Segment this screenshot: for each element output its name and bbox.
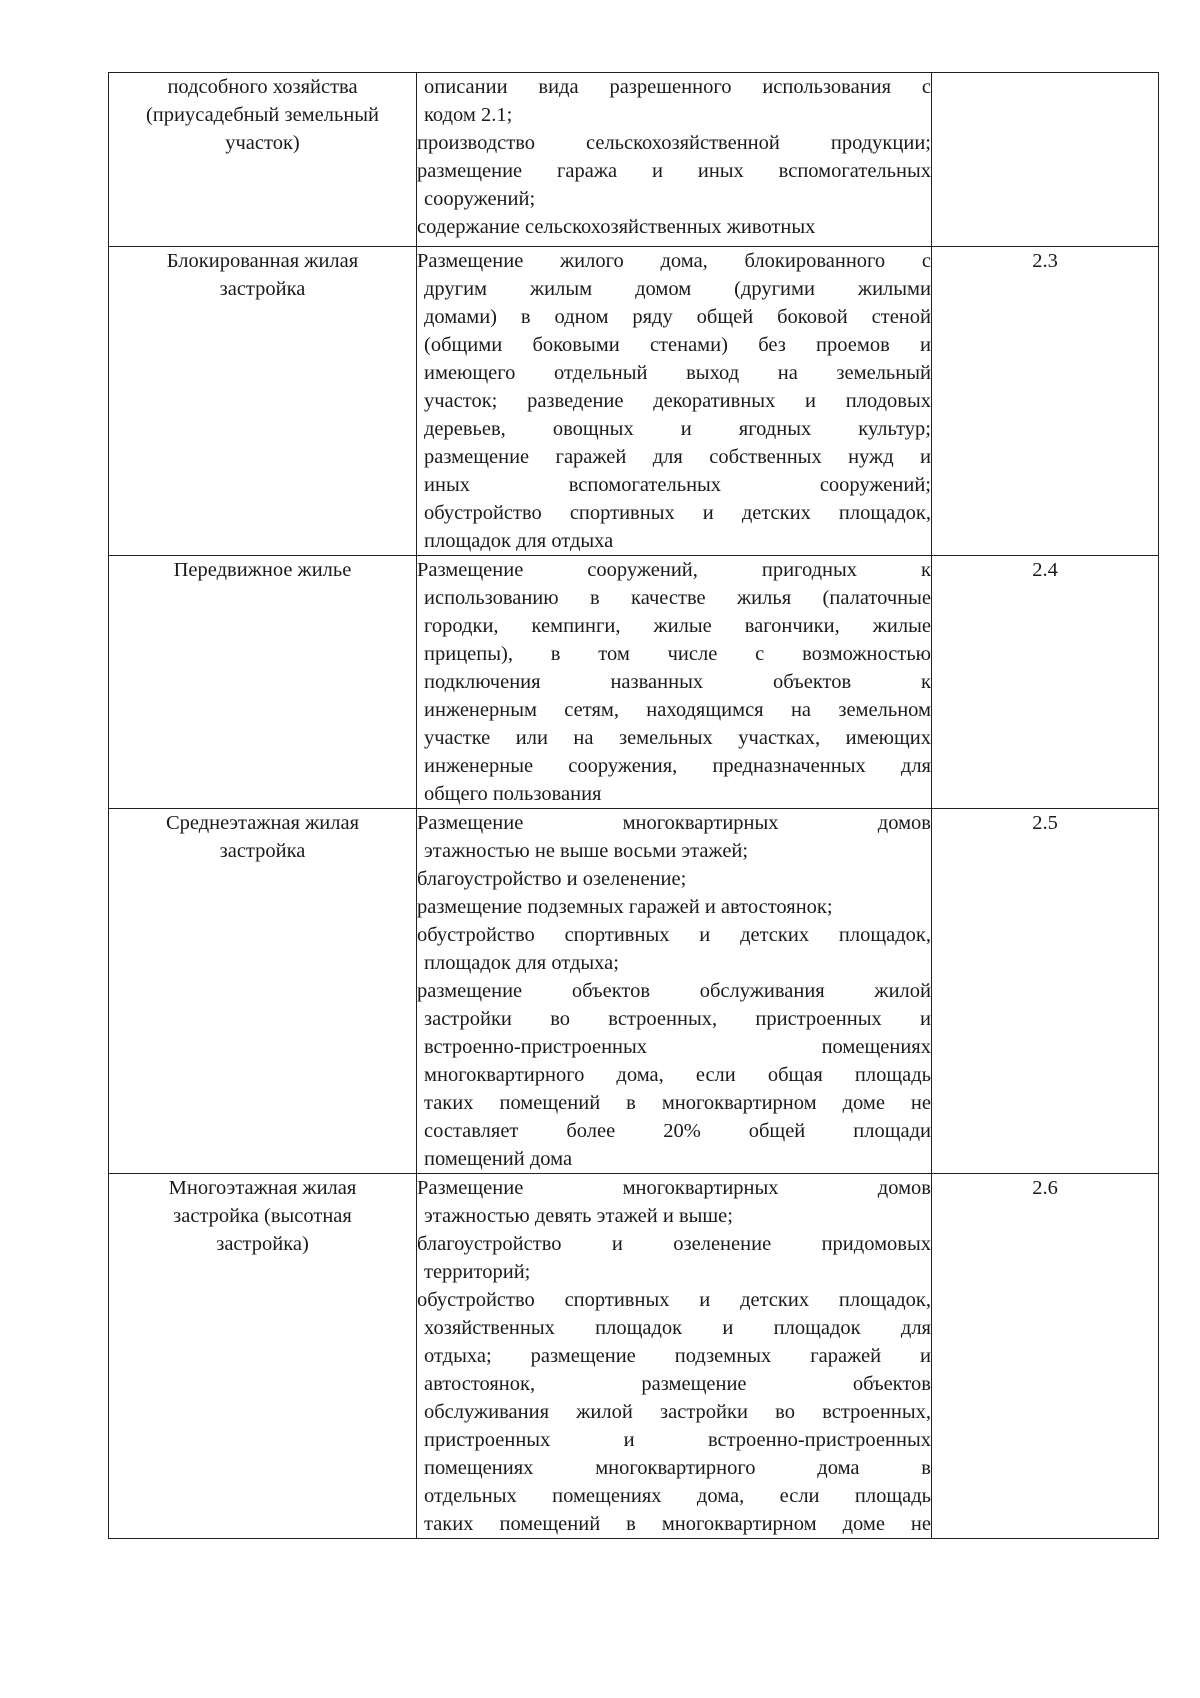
use-type-description-cell — [417, 809, 932, 1174]
description-line: размещение объектов обслуживания жилой — [417, 980, 931, 1002]
table-body — [109, 73, 1159, 1539]
description-line: размещение гаража и иных вспомогательных — [417, 160, 931, 182]
description-line: содержание сельскохозяйственных животных — [417, 216, 816, 238]
use-type-name-line: Среднеэтажная жилая — [165, 812, 360, 834]
use-type-name-line: застройка — [219, 278, 306, 300]
description-line: использованию в качестве жилья (палаточные — [424, 587, 931, 609]
use-type-name-cell — [109, 1174, 417, 1539]
description-line: обслуживания жилой застройки во встроенных, — [424, 1401, 931, 1423]
description-line: площадок для отдыха — [424, 530, 614, 552]
use-type-code-cell — [932, 556, 1159, 809]
description-line: благоустройство и озеленение придомовых — [417, 1233, 931, 1255]
description-line: иных вспомогательных сооружений; — [424, 474, 931, 496]
description-line: автостоянок, размещение объектов — [424, 1373, 931, 1395]
description-line: деревьев, овощных и ягодных культур; — [424, 418, 931, 440]
table-row — [109, 809, 1159, 1174]
description-line: встроенно-пристроенных помещениях — [424, 1036, 931, 1058]
use-type-name-line: застройка — [219, 840, 306, 862]
description-line: общего пользования — [424, 783, 602, 805]
use-type-code: 2.6 — [1032, 1177, 1058, 1199]
use-type-name-cell — [109, 247, 417, 556]
description-line: многоквартирного дома, если общая площадь — [424, 1064, 931, 1086]
use-type-name-line: застройка) — [216, 1233, 309, 1255]
description-line: инженерные сооружения, предназначенных для — [424, 755, 931, 777]
description-line: домами) в одном ряду общей боковой стеной — [424, 306, 931, 328]
description-line: помещений дома — [424, 1148, 573, 1170]
description-line: таких помещений в многоквартирном доме не — [424, 1092, 931, 1114]
description-line: описании вида разрешенного использования с — [424, 76, 931, 98]
description-line: таких помещений в многоквартирном доме не — [424, 1513, 931, 1535]
description-line: производство сельскохозяйственной продукции; — [417, 132, 931, 154]
description-line: этажностью не выше восьми этажей; — [424, 840, 749, 862]
description-line: благоустройство и озеленение; — [417, 868, 687, 890]
description-line: площадок для отдыха; — [424, 952, 619, 974]
description-line: пристроенных и встроенно-пристроенных — [424, 1429, 931, 1451]
description-line: помещениях многоквартирного дома в — [424, 1457, 931, 1479]
description-line: (общими боковыми стенами) без проемов и — [424, 334, 931, 356]
description-line: Размещение многоквартирных домов — [417, 812, 931, 834]
use-type-code: 2.3 — [1032, 250, 1058, 272]
description-line: обустройство спортивных и детских площадок, — [417, 924, 931, 946]
land-use-table — [108, 72, 1159, 1539]
use-type-code: 2.4 — [1032, 559, 1058, 581]
use-type-description-cell — [417, 556, 932, 809]
description-line: городки, кемпинги, жилые вагончики, жилые — [424, 615, 931, 637]
description-line: участок; разведение декоративных и плодовых — [424, 390, 931, 412]
description-line: кодом 2.1; — [424, 104, 513, 126]
description-line: Размещение сооружений, пригодных к — [417, 559, 931, 581]
description-line: размещение гаражей для собственных нужд и — [424, 446, 931, 468]
description-line: застройки во встроенных, пристроенных и — [424, 1008, 931, 1030]
description-line: другим жилым домом (другими жилыми — [424, 278, 931, 300]
description-line: имеющего отдельный выход на земельный — [424, 362, 931, 384]
description-line: территорий; — [424, 1261, 531, 1283]
table-row — [109, 247, 1159, 556]
use-type-code: 2.5 — [1032, 812, 1058, 834]
description-line: инженерным сетям, находящимся на земельном — [424, 699, 931, 721]
description-line: Размещение многоквартирных домов — [417, 1177, 931, 1199]
use-type-name-cell — [109, 73, 417, 247]
use-type-name-line: участок) — [225, 132, 300, 154]
use-type-name-line: подсобного хозяйства — [167, 76, 358, 98]
table-row — [109, 1174, 1159, 1539]
table-row — [109, 73, 1159, 247]
use-type-code-cell — [932, 247, 1159, 556]
use-type-name-cell — [109, 556, 417, 809]
use-type-code-cell — [932, 1174, 1159, 1539]
description-line: составляет более 20% общей площади — [424, 1120, 931, 1142]
description-line: прицепы), в том числе с возможностью — [424, 643, 931, 665]
description-line: обустройство спортивных и детских площадок, — [424, 502, 931, 524]
use-type-code-cell — [932, 73, 1159, 247]
description-line: хозяйственных площадок и площадок для — [424, 1317, 931, 1339]
description-line: сооружений; — [424, 188, 536, 210]
use-type-description-cell — [417, 1174, 932, 1539]
use-type-name-line: Многоэтажная жилая — [168, 1177, 357, 1199]
use-type-name-line: Передвижное жилье — [173, 559, 352, 581]
description-line: отдыха; размещение подземных гаражей и — [424, 1345, 931, 1367]
use-type-code-cell — [932, 809, 1159, 1174]
description-line: размещение подземных гаражей и автостоянок; — [417, 896, 833, 918]
description-line: обустройство спортивных и детских площадок, — [417, 1289, 931, 1311]
use-type-name-line: застройка (высотная — [173, 1205, 352, 1227]
use-type-description-cell — [417, 247, 932, 556]
description-line: Размещение жилого дома, блокированного с — [417, 250, 931, 272]
use-type-name-cell — [109, 809, 417, 1174]
description-line: отдельных помещениях дома, если площадь — [424, 1485, 931, 1507]
use-type-name-line: Блокированная жилая — [166, 250, 359, 272]
description-line: подключения названных объектов к — [424, 671, 931, 693]
use-type-description-cell — [417, 73, 932, 247]
use-type-name-line: (приусадебный земельный — [145, 104, 380, 126]
description-line: участке или на земельных участках, имеющих — [424, 727, 931, 749]
description-line: этажностью девять этажей и выше; — [424, 1205, 733, 1227]
table-row — [109, 556, 1159, 809]
